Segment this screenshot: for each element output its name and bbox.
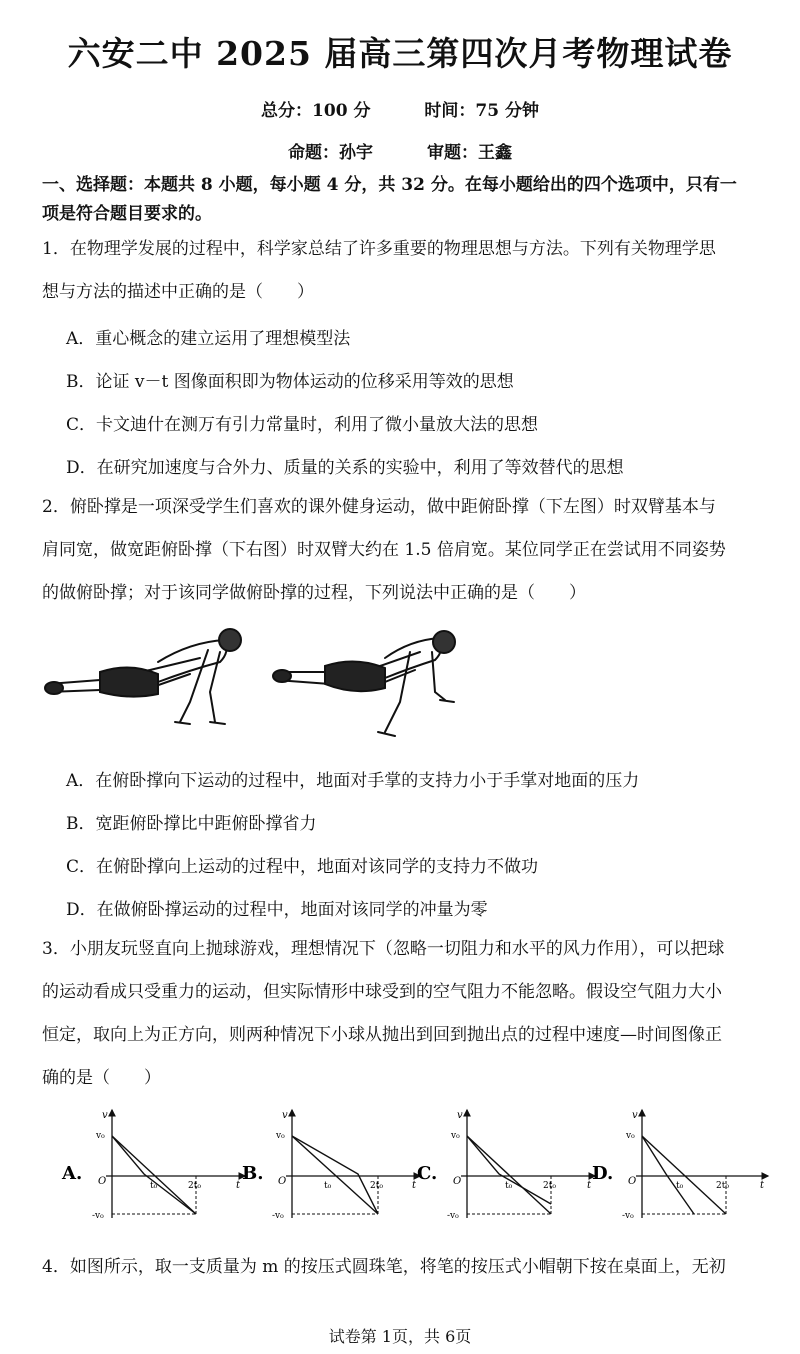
q2-option-c: C．在俯卧撑向上运动的过程中，地面对该同学的支持力不做功 — [66, 857, 539, 877]
graph-c-t0: t₀ — [505, 1181, 513, 1191]
graph-a — [61, 1110, 245, 1221]
q2-option-a: A．在俯卧撑向下运动的过程中，地面对手掌的支持力小于手掌对地面的压力 — [66, 771, 640, 791]
graph-d-label: D. — [592, 1163, 614, 1184]
q2-line3: 的做俯卧撑；对于该同学做俯卧撑的过程，下列说法中正确的是（ ） — [42, 583, 586, 603]
graph-b-neg-v0: -v₀ — [272, 1211, 284, 1221]
pushup-illustrations — [40, 622, 460, 747]
graph-d-neg-v0: -v₀ — [622, 1211, 634, 1221]
graph-c-2t0: 2t₀ — [543, 1181, 556, 1191]
q4-line1: 4．如图所示，取一支质量为 m 的按压式圆珠笔，将笔的按压式小帽朝下按在桌面上，无初 — [42, 1257, 726, 1277]
q1-option-a: A．重心概念的建立运用了理想模型法 — [66, 329, 351, 349]
graph-a-t0: t₀ — [150, 1181, 158, 1191]
q3-line3: 恒定，取向上为正方向，则两种情况下小球从抛出到回到抛出点的过程中速度—时间图像正 — [42, 1025, 722, 1045]
graph-c-v: v — [457, 1110, 463, 1121]
graph-a-v: v — [102, 1110, 108, 1121]
q3-line4: 确的是（ ） — [42, 1068, 161, 1088]
q2-line2: 肩同宽，做宽距俯卧撑（下右图）时双臂大约在 1.5 倍肩宽。某位同学正在尝试用不同姿势 — [42, 540, 726, 560]
section-heading-line1: 一、选择题：本题共 8 小题，每小题 4 分，共 32 分。在每小题给出的四个选项中，只有一 — [42, 175, 737, 195]
graph-b-v: v — [282, 1110, 288, 1121]
q1-line1: 1．在物理学发展的过程中，科学家总结了许多重要的物理思想与方法。下列有关物理学思 — [42, 239, 716, 259]
graph-b-t0: t₀ — [324, 1181, 332, 1191]
vt-graphs — [60, 1108, 780, 1228]
graph-c-origin: O — [453, 1176, 462, 1187]
graph-c-neg-v0: -v₀ — [447, 1211, 459, 1221]
q3-line1: 3．小朋友玩竖直向上抛球游戏，理想情况下（忽略一切阻力和水平的风力作用），可以把球 — [42, 939, 725, 959]
graph-d — [592, 1110, 768, 1221]
graph-c-label: C. — [417, 1163, 438, 1184]
graph-a-origin: O — [98, 1176, 107, 1187]
graph-c — [417, 1110, 595, 1221]
graph-b-origin: O — [278, 1176, 287, 1187]
total-score: 总分：100 分 — [261, 101, 371, 121]
graph-d-t0: t₀ — [676, 1181, 684, 1191]
graph-b-2t0: 2t₀ — [370, 1181, 383, 1191]
graph-a-t: t — [236, 1180, 241, 1191]
graph-a-neg-v0: -v₀ — [92, 1211, 104, 1221]
q3-line2: 的运动看成只受重力的运动，但实际情形中球受到的空气阻力不能忽略。假设空气阻力大小 — [42, 982, 722, 1002]
exam-title: 六安二中 2025 届高三第四次月考物理试卷 — [67, 34, 733, 73]
page-footer: 试卷第 1页，共 6页 — [328, 1327, 472, 1346]
graph-d-2t0: 2t₀ — [716, 1181, 729, 1191]
exam-reviewer: 审题：王鑫 — [426, 143, 512, 163]
graph-b-t: t — [412, 1180, 417, 1191]
graph-d-origin: O — [628, 1176, 637, 1187]
exam-meta-row-2 — [0, 138, 800, 163]
pushup-figure-wide — [273, 631, 455, 736]
graph-b-label: B. — [242, 1163, 264, 1184]
graph-c-v0: v₀ — [451, 1131, 460, 1141]
graph-b — [242, 1110, 420, 1221]
pushup-figure-medium — [45, 629, 241, 724]
graph-c-t: t — [587, 1180, 592, 1191]
q1-option-c: C．卡文迪什在测万有引力常量时，利用了微小量放大法的思想 — [66, 415, 539, 435]
section-heading-line2: 项是符合题目要求的。 — [42, 204, 212, 224]
exam-meta-row-1 — [0, 96, 800, 121]
graph-a-2t0: 2t₀ — [188, 1181, 201, 1191]
exam-time: 时间：75 分钟 — [424, 101, 539, 121]
graph-d-v: v — [632, 1110, 638, 1121]
q1-line2: 想与方法的描述中正确的是（ ） — [42, 282, 314, 302]
q1-option-d: D．在研究加速度与合外力、质量的关系的实验中，利用了等效替代的思想 — [66, 458, 624, 478]
graph-b-v0: v₀ — [276, 1131, 285, 1141]
q1-option-b: B．论证 v－t 图像面积即为物体运动的位移采用等效的思想 — [66, 372, 514, 392]
exam-author: 命题：孙宇 — [288, 143, 374, 163]
graph-d-v0: v₀ — [626, 1131, 635, 1141]
q2-option-b: B．宽距俯卧撑比中距俯卧撑省力 — [66, 814, 317, 834]
graph-d-t: t — [760, 1180, 765, 1191]
graph-a-v0: v₀ — [96, 1131, 105, 1141]
q2-line1: 2．俯卧撑是一项深受学生们喜欢的课外健身运动，做中距俯卧撑（下左图）时双臂基本与 — [42, 497, 716, 517]
graph-a-label: A. — [62, 1163, 83, 1184]
q2-option-d: D．在做俯卧撑运动的过程中，地面对该同学的冲量为零 — [66, 900, 488, 920]
